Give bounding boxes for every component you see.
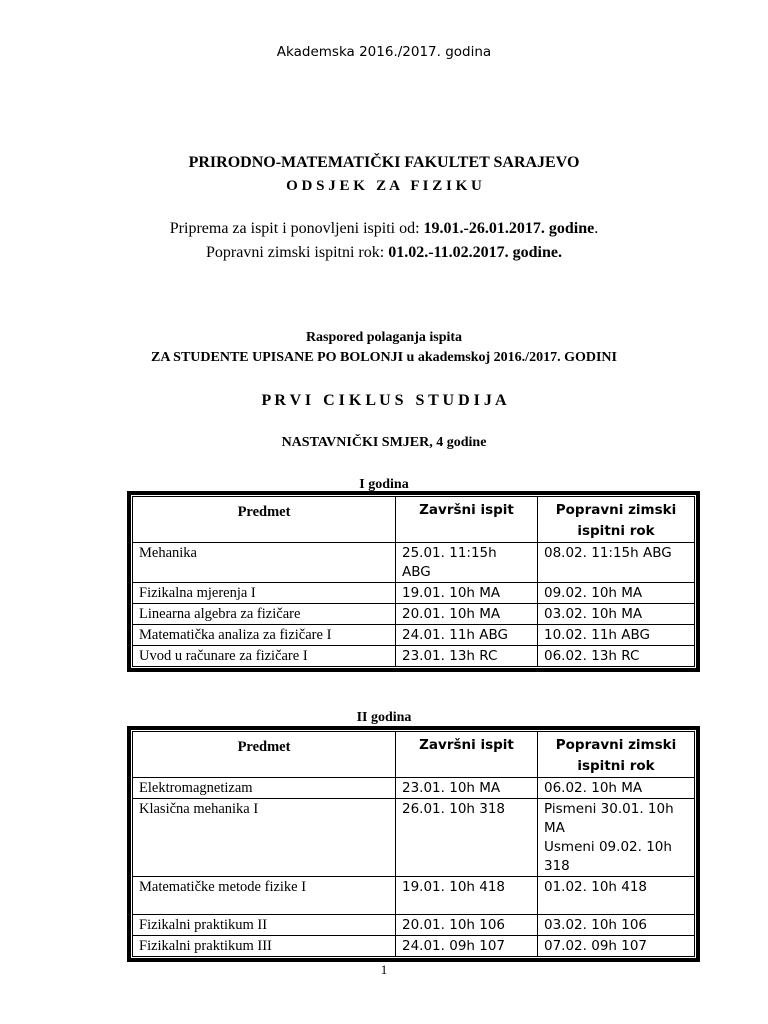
cell-makeup: 01.02. 10h 418 <box>538 877 695 915</box>
cell-subject: Uvod u računare za fizičare I <box>133 646 396 667</box>
cell-subject: Elektromagnetizam <box>133 778 396 799</box>
winter-period-label: Popravni zimski ispitni rok: <box>205 244 389 261</box>
year2-table <box>127 726 700 962</box>
winter-period-dates: 01.02.-11.02.2017. godine. <box>388 244 562 261</box>
cell-subject: Fizikalni praktikum II <box>133 915 396 936</box>
cell-subject: Fizikalni praktikum III <box>133 936 396 957</box>
table-header-row <box>133 497 695 543</box>
cell-makeup: 07.02. 09h 107 <box>538 936 695 957</box>
cell-final: 24.01. 09h 107 <box>396 936 538 957</box>
header-makeup-line1: Popravni zimski <box>555 502 677 518</box>
table-row <box>133 604 695 625</box>
prep-period-label: Priprema za ispit i ponovljeni ispiti od: <box>169 220 424 237</box>
table-row <box>133 936 695 957</box>
year1-table <box>127 491 700 672</box>
header-subject: Predmet <box>133 497 396 543</box>
header-final-exam: Završni ispit <box>396 497 538 543</box>
cell-subject: Mehanika <box>133 543 396 583</box>
header-makeup-line2: ispitni rok <box>577 758 655 774</box>
cell-makeup: 10.02. 11h ABG <box>538 625 695 646</box>
table-row <box>133 877 695 915</box>
cell-makeup: 09.02. 10h MA <box>538 583 695 604</box>
cell-subject: Fizikalna mjerenja I <box>133 583 396 604</box>
cell-final: 19.01. 10h 418 <box>396 877 538 915</box>
schedule-title: Raspored polaganja ispita <box>305 330 463 345</box>
table-row <box>133 543 695 583</box>
cell-final-line2: ABG <box>402 564 431 580</box>
schedule-subtitle: ZA STUDENTE UPISANE PO BOLONJI u akademskoj 2016./2017. GODINI <box>151 350 617 365</box>
prep-period-suffix: . <box>594 220 599 237</box>
cell-subject: Matematička analiza za fizičare I <box>133 625 396 646</box>
page-number: 1 <box>380 962 388 977</box>
header-makeup-line2: ispitni rok <box>577 523 655 539</box>
year2-label: II godina <box>356 710 412 725</box>
table-row <box>133 915 695 936</box>
cell-final-line1: 25.01. 11:15h <box>402 545 497 561</box>
table-row <box>133 646 695 667</box>
faculty-name: PRIRODNO-MATEMATIČKI FAKULTET SARAJEVO <box>188 154 580 171</box>
cell-makeup: 06.02. 13h RC <box>538 646 695 667</box>
cell-subject: Linearna algebra za fizičare <box>133 604 396 625</box>
year1-label: I godina <box>359 477 409 492</box>
header-final-exam: Završni ispit <box>396 732 538 778</box>
cell-final: 19.01. 10h MA <box>396 583 538 604</box>
cell-makeup-line3: Usmeni 09.02. 10h <box>544 839 672 855</box>
table-row <box>133 799 695 877</box>
cell-final: 26.01. 10h 318 <box>396 799 538 877</box>
prep-period-dates: 19.01.-26.01.2017. godine <box>423 220 595 237</box>
cell-makeup <box>538 799 695 877</box>
cell-makeup: 03.02. 10h MA <box>538 604 695 625</box>
cell-makeup-line1: Pismeni 30.01. 10h <box>544 801 674 817</box>
prep-period-line <box>0 220 768 238</box>
direction-heading: NASTAVNIČKI SMJER, 4 godine <box>281 435 487 450</box>
cell-final: 24.01. 11h ABG <box>396 625 538 646</box>
cell-subject: Matematičke metode fizike I <box>133 877 396 915</box>
header-makeup-line1: Popravni zimski <box>555 737 677 753</box>
cell-makeup: 06.02. 10h MA <box>538 778 695 799</box>
header-subject: Predmet <box>133 732 396 778</box>
cell-final <box>396 543 538 583</box>
cell-final: 23.01. 10h MA <box>396 778 538 799</box>
winter-period-line <box>0 244 768 262</box>
table-header-row <box>133 732 695 778</box>
cell-final: 20.01. 10h MA <box>396 604 538 625</box>
cell-final: 20.01. 10h 106 <box>396 915 538 936</box>
header-makeup <box>538 497 695 543</box>
cell-makeup-line4: 318 <box>544 858 570 874</box>
cell-subject: Klasična mehanika I <box>133 799 396 877</box>
table-row <box>133 583 695 604</box>
department-name: O D S J E K Z A F I Z I K U <box>286 178 482 194</box>
table-row <box>133 778 695 799</box>
header-makeup <box>538 732 695 778</box>
cell-makeup: 08.02. 11:15h ABG <box>538 543 695 583</box>
table-row <box>133 625 695 646</box>
cycle-heading: P R V I C I K L U S S T U D I J A <box>261 392 507 409</box>
cell-makeup-line2: MA <box>544 820 565 836</box>
cell-final: 23.01. 13h RC <box>396 646 538 667</box>
academic-year-header: Akademska 2016./2017. godina <box>276 44 492 60</box>
cell-makeup: 03.02. 10h 106 <box>538 915 695 936</box>
